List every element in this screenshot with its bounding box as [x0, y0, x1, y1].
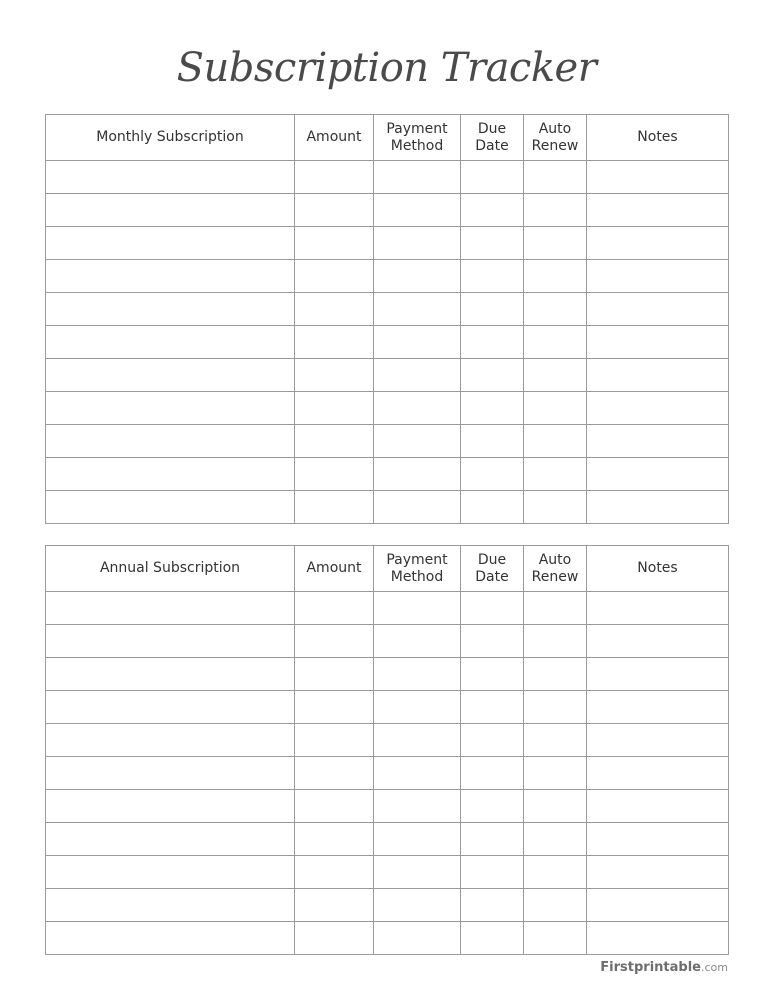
cell-due-date[interactable] [461, 458, 524, 491]
cell-subscription[interactable] [46, 392, 295, 425]
cell-due-date[interactable] [461, 326, 524, 359]
cell-due-date[interactable] [461, 724, 524, 757]
cell-auto-renew[interactable] [524, 823, 587, 856]
cell-auto-renew[interactable] [524, 293, 587, 326]
cell-due-date[interactable] [461, 790, 524, 823]
cell-payment-method[interactable] [374, 856, 461, 889]
table-row [46, 691, 729, 724]
page-title: Subscription Tracker [176, 45, 597, 91]
cell-payment-method[interactable] [374, 425, 461, 458]
table-row [46, 227, 729, 260]
cell-notes[interactable] [587, 724, 729, 757]
cell-due-date[interactable] [461, 392, 524, 425]
cell-due-date[interactable] [461, 425, 524, 458]
table-row [46, 425, 729, 458]
cell-amount[interactable] [295, 392, 374, 425]
cell-notes[interactable] [587, 293, 729, 326]
cell-amount[interactable] [295, 293, 374, 326]
cell-subscription[interactable] [46, 790, 295, 823]
cell-subscription[interactable] [46, 625, 295, 658]
cell-due-date[interactable] [461, 922, 524, 955]
cell-auto-renew[interactable] [524, 425, 587, 458]
cell-auto-renew[interactable] [524, 194, 587, 227]
header-payment-method: Payment Method [374, 546, 461, 592]
cell-payment-method[interactable] [374, 293, 461, 326]
cell-notes[interactable] [587, 889, 729, 922]
cell-auto-renew[interactable] [524, 658, 587, 691]
cell-payment-method[interactable] [374, 724, 461, 757]
cell-due-date[interactable] [461, 691, 524, 724]
table-row [46, 392, 729, 425]
table-row [46, 856, 729, 889]
cell-amount[interactable] [295, 194, 374, 227]
cell-amount[interactable] [295, 359, 374, 392]
cell-amount[interactable] [295, 425, 374, 458]
cell-notes[interactable] [587, 161, 729, 194]
cell-subscription[interactable] [46, 724, 295, 757]
cell-due-date[interactable] [461, 359, 524, 392]
header-notes: Notes [587, 115, 729, 161]
table-row [46, 724, 729, 757]
cell-payment-method[interactable] [374, 392, 461, 425]
cell-notes[interactable] [587, 625, 729, 658]
annual-subscription-table [45, 545, 729, 955]
table-row [46, 326, 729, 359]
cell-due-date[interactable] [461, 293, 524, 326]
cell-subscription[interactable] [46, 260, 295, 293]
cell-payment-method[interactable] [374, 359, 461, 392]
cell-subscription[interactable] [46, 691, 295, 724]
cell-amount[interactable] [295, 922, 374, 955]
cell-notes[interactable] [587, 823, 729, 856]
cell-due-date[interactable] [461, 757, 524, 790]
cell-amount[interactable] [295, 823, 374, 856]
cell-amount[interactable] [295, 592, 374, 625]
table-row [46, 293, 729, 326]
cell-subscription[interactable] [46, 161, 295, 194]
cell-amount[interactable] [295, 889, 374, 922]
cell-amount[interactable] [295, 326, 374, 359]
cell-amount[interactable] [295, 691, 374, 724]
cell-payment-method[interactable] [374, 691, 461, 724]
table-row [46, 458, 729, 491]
cell-subscription[interactable] [46, 757, 295, 790]
cell-due-date[interactable] [461, 823, 524, 856]
cell-auto-renew[interactable] [524, 757, 587, 790]
cell-subscription[interactable] [46, 425, 295, 458]
table-row [46, 491, 729, 524]
cell-due-date[interactable] [461, 161, 524, 194]
cell-auto-renew[interactable] [524, 161, 587, 194]
cell-payment-method[interactable] [374, 161, 461, 194]
table-row [46, 823, 729, 856]
cell-notes[interactable] [587, 658, 729, 691]
cell-subscription[interactable] [46, 491, 295, 524]
cell-subscription[interactable] [46, 326, 295, 359]
cell-payment-method[interactable] [374, 658, 461, 691]
table-row [46, 161, 729, 194]
cell-amount[interactable] [295, 658, 374, 691]
table-row [46, 359, 729, 392]
cell-auto-renew[interactable] [524, 326, 587, 359]
header-amount: Amount [295, 546, 374, 592]
cell-due-date[interactable] [461, 491, 524, 524]
cell-due-date[interactable] [461, 625, 524, 658]
table-row [46, 889, 729, 922]
cell-payment-method[interactable] [374, 458, 461, 491]
cell-payment-method[interactable] [374, 922, 461, 955]
cell-auto-renew[interactable] [524, 790, 587, 823]
cell-due-date[interactable] [461, 592, 524, 625]
cell-amount[interactable] [295, 856, 374, 889]
cell-subscription[interactable] [46, 227, 295, 260]
cell-subscription[interactable] [46, 458, 295, 491]
cell-notes[interactable] [587, 691, 729, 724]
cell-notes[interactable] [587, 922, 729, 955]
cell-auto-renew[interactable] [524, 260, 587, 293]
header-notes: Notes [587, 546, 729, 592]
cell-auto-renew[interactable] [524, 625, 587, 658]
header-due-date: Due Date [461, 546, 524, 592]
cell-notes[interactable] [587, 491, 729, 524]
cell-subscription[interactable] [46, 293, 295, 326]
cell-subscription[interactable] [46, 889, 295, 922]
header-amount: Amount [295, 115, 374, 161]
cell-subscription[interactable] [46, 823, 295, 856]
cell-notes[interactable] [587, 592, 729, 625]
cell-payment-method[interactable] [374, 790, 461, 823]
header-payment-method: Payment Method [374, 115, 461, 161]
cell-payment-method[interactable] [374, 625, 461, 658]
cell-notes[interactable] [587, 392, 729, 425]
cell-auto-renew[interactable] [524, 889, 587, 922]
cell-subscription[interactable] [46, 856, 295, 889]
cell-auto-renew[interactable] [524, 491, 587, 524]
table-row [46, 194, 729, 227]
cell-payment-method[interactable] [374, 491, 461, 524]
cell-due-date[interactable] [461, 856, 524, 889]
cell-notes[interactable] [587, 790, 729, 823]
cell-auto-renew[interactable] [524, 592, 587, 625]
header-auto-renew: Auto Renew [524, 546, 587, 592]
cell-notes[interactable] [587, 227, 729, 260]
table-header-row [46, 115, 729, 161]
cell-amount[interactable] [295, 757, 374, 790]
cell-amount[interactable] [295, 491, 374, 524]
cell-payment-method[interactable] [374, 227, 461, 260]
cell-subscription[interactable] [46, 658, 295, 691]
header-auto-renew: Auto Renew [524, 115, 587, 161]
header-monthly-subscription: Monthly Subscription [46, 115, 295, 161]
cell-payment-method[interactable] [374, 592, 461, 625]
cell-auto-renew[interactable] [524, 458, 587, 491]
cell-amount[interactable] [295, 227, 374, 260]
cell-due-date[interactable] [461, 227, 524, 260]
cell-payment-method[interactable] [374, 326, 461, 359]
cell-amount[interactable] [295, 260, 374, 293]
cell-payment-method[interactable] [374, 260, 461, 293]
cell-payment-method[interactable] [374, 889, 461, 922]
cell-subscription[interactable] [46, 592, 295, 625]
cell-subscription[interactable] [46, 194, 295, 227]
cell-auto-renew[interactable] [524, 922, 587, 955]
table-row [46, 658, 729, 691]
cell-subscription[interactable] [46, 922, 295, 955]
cell-notes[interactable] [587, 194, 729, 227]
cell-due-date[interactable] [461, 658, 524, 691]
cell-subscription[interactable] [46, 359, 295, 392]
monthly-subscription-table [45, 114, 729, 524]
cell-auto-renew[interactable] [524, 359, 587, 392]
header-due-date: Due Date [461, 115, 524, 161]
cell-notes[interactable] [587, 359, 729, 392]
cell-auto-renew[interactable] [524, 724, 587, 757]
table-row [46, 625, 729, 658]
table-row [46, 260, 729, 293]
cell-payment-method[interactable] [374, 194, 461, 227]
cell-due-date[interactable] [461, 889, 524, 922]
cell-notes[interactable] [587, 326, 729, 359]
cell-due-date[interactable] [461, 194, 524, 227]
cell-amount[interactable] [295, 790, 374, 823]
header-annual-subscription: Annual Subscription [46, 546, 295, 592]
cell-auto-renew[interactable] [524, 691, 587, 724]
cell-notes[interactable] [587, 458, 729, 491]
cell-payment-method[interactable] [374, 823, 461, 856]
cell-amount[interactable] [295, 458, 374, 491]
footer-tld: .com [701, 961, 728, 974]
table-row [46, 790, 729, 823]
cell-due-date[interactable] [461, 260, 524, 293]
cell-amount[interactable] [295, 724, 374, 757]
table-row [46, 922, 729, 955]
cell-auto-renew[interactable] [524, 227, 587, 260]
cell-notes[interactable] [587, 856, 729, 889]
cell-notes[interactable] [587, 260, 729, 293]
footer-branding [600, 960, 728, 975]
cell-notes[interactable] [587, 425, 729, 458]
cell-amount[interactable] [295, 161, 374, 194]
table-header-row [46, 546, 729, 592]
cell-amount[interactable] [295, 625, 374, 658]
table-row [46, 757, 729, 790]
cell-auto-renew[interactable] [524, 856, 587, 889]
table-row [46, 592, 729, 625]
footer-brand: Firstprintable [600, 960, 701, 975]
cell-auto-renew[interactable] [524, 392, 587, 425]
cell-notes[interactable] [587, 757, 729, 790]
cell-payment-method[interactable] [374, 757, 461, 790]
